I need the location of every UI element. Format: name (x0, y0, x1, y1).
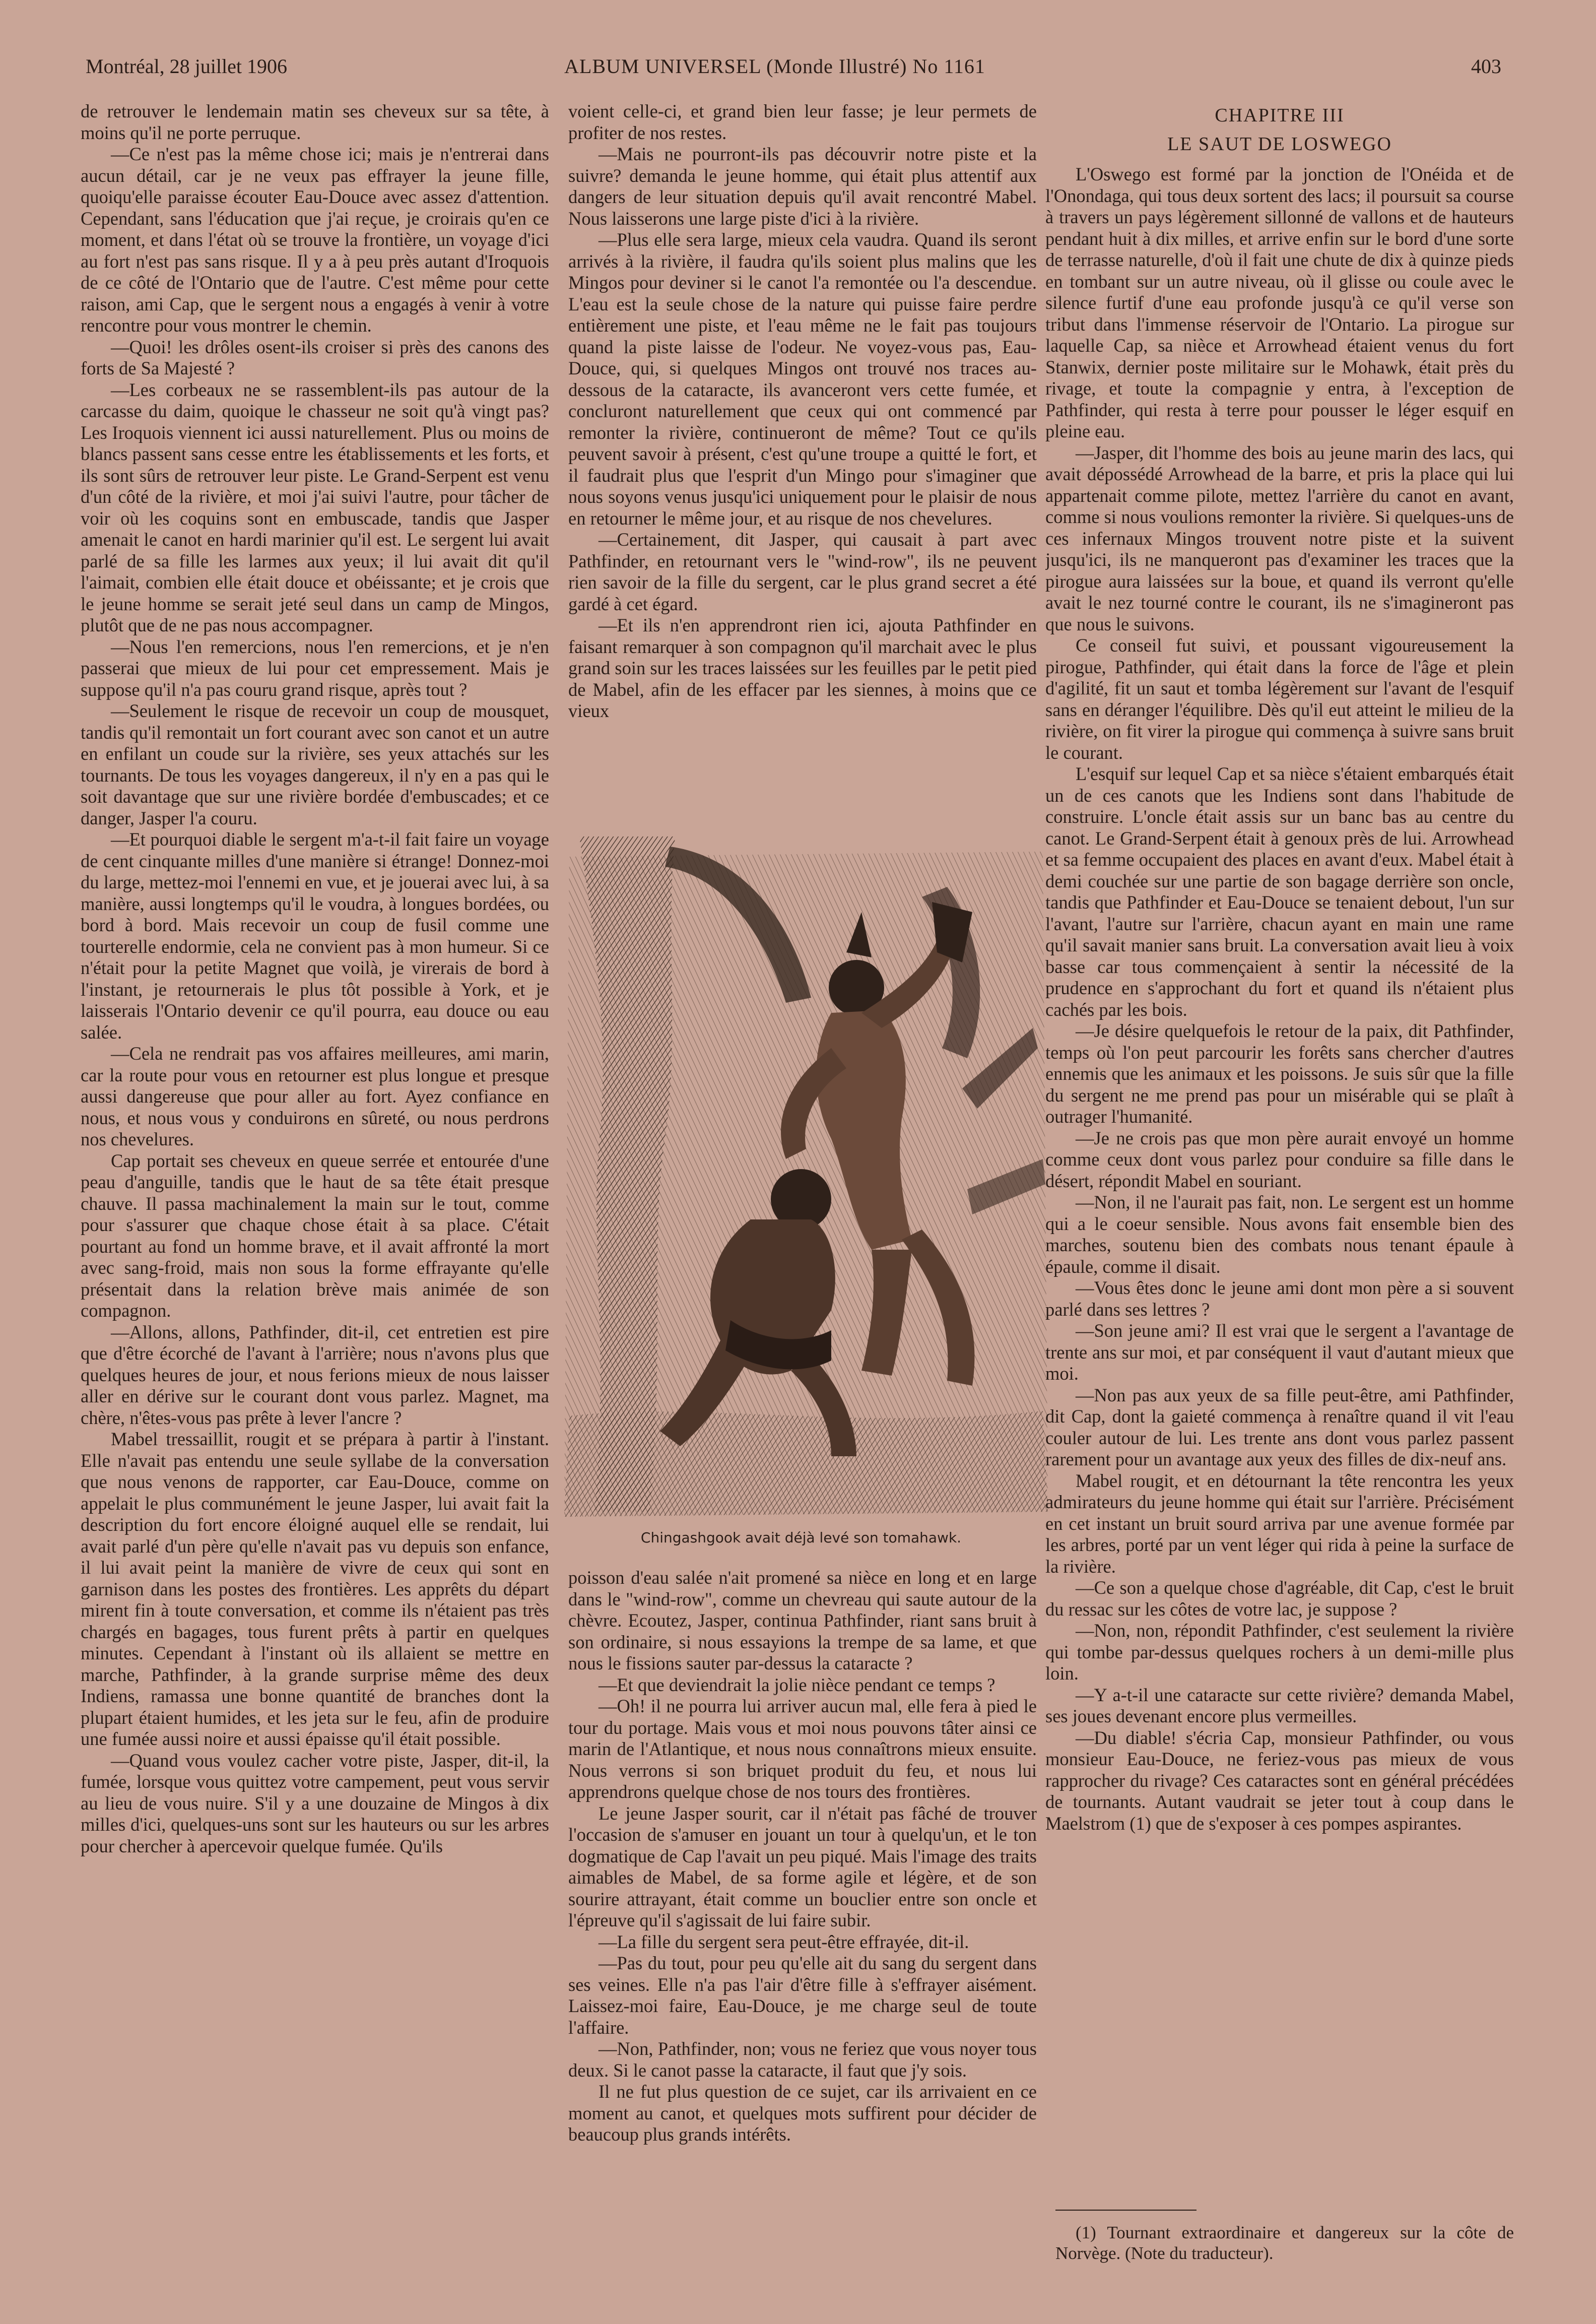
paragraph: —Seulement le risque de recevoir un coup de mousquet, tandis qu'il remontait un fort courant avec son canot et un autre en enfilant un coude sur la rivière, ses yeux attachés sur les tournants. De tous les voyages dangereux, il n'y en a pas qui le soit davantage que sur une rivière bordée d'embuscades; et ce danger, Jasper l'a couru. (81, 700, 549, 828)
paragraph: —Allons, allons, Pathfinder, dit-il, cet entretien est pire que d'être écorché de l'avant à l'arrière; nous n'avons plus que quelques heures de jour, et nous ferions mieux de nous laisser aller en dérive sur le courant dont vous parlez. Magnet, ma chère, n'êtes-vous pas prête à lever l'ancre ? (81, 1321, 549, 1428)
paragraph: —Jasper, dit l'homme des bois au jeune marin des lacs, qui avait dépossédé Arrowhead de la barre, et pris la place qui lui appartenait comme pilote, mettez l'arrière du canot en avant, comme si nous voulions remonter la rivière. Si quelques-uns de ces infernaux Mingos trouvent notre piste et la suivent jusqu'ici, ils ne manqueront pas d'examiner les traces que la pirogue aura laissées sur la boue, et quand ils verront qu'elle avait le nez tourné contre le courant, ils ne s'imagineront pas que nous le suivons. (1045, 442, 1514, 634)
chapter-title: LE SAUT DE LOSWEGO (1167, 133, 1392, 155)
column-3 (1045, 101, 1514, 2197)
footnote (1055, 2222, 1514, 2264)
paragraph: —Ce n'est pas la même chose ici; mais je n'entrerai dans aucun détail, car je ne veux pas effrayer la jeune fille, quoiqu'elle paraisse écouter Eau-Douce avec assez d'attention. Cependant, sans l'éducation que j'ai reçue, je croirais qu'en ce moment, et dans l'état où se trouve la frontière, un voyage d'ici au fort n'est pas sans risque. Il y a à peu près autant d'Iroquois de ce côté de l'Ontario que de l'autre. C'est même pour cette raison, ami Cap, que le sergent nous a engagés à venir à votre rencontre pour vous montrer le chemin. (81, 144, 549, 336)
column-2-top (568, 101, 1037, 804)
paragraph: Cap portait ses cheveux en queue serrée et entourée d'une peau d'anguille, tandis que le haut de sa tête était presque chauve. Il passa machinalement la main sur le tout, comme pour s'assurer que chaque chose était à sa place. C'était pourtant au fond un homme brave, et il avait affronté la mort avec sang-froid, mais non sous la forme effrayante qu'elle présentait dans la relation brève mais animée de son compagnon. (81, 1150, 549, 1321)
paragraph: de retrouver le lendemain matin ses cheveux sur sa tête, à moins qu'il ne porte perruque. (81, 101, 549, 143)
paragraph: —Non, il ne l'aurait pas fait, non. Le sergent est un homme qui a le coeur sensible. Nous avons fait ensemble bien des marches, soutenu bien des combats nous tenant épaule à épaule, comme il disait. (1045, 1192, 1514, 1277)
page-header (86, 54, 1501, 85)
header-publication: ALBUM UNIVERSEL (Monde Illustré) No 1161 (564, 55, 985, 78)
paragraph: —Les corbeaux ne se rassemblent-ils pas autour de la carcasse du daim, quoique le chasseur ne soit qu'à vingt pas? Les Iroquois viennent ici aussi naturellement. Plus ou moins de blancs passent sans cesse entre les établissements et les forts, et ils sont sûrs de retrouver leur piste. Le Grand-Serpent est venu d'un côté de la rivière, et moi j'ai suivi l'autre, pour tâcher de voir où les coquins sont en embuscade, tandis que Jasper amenait le canot en hardi marinier qu'il est. Le sergent lui avait parlé de sa fille les larmes aux yeux; il lui avait dit qu'il l'aimait, combien elle était douce et obéissante; et je crois que le jeune homme se serait jeté seul dans un camp de Mingos, plutôt que de ne pas nous accompagner. (81, 379, 549, 635)
footnote-rule (1055, 2210, 1196, 2211)
column-2-bottom (568, 1567, 1037, 2288)
illustration-caption: Chingashgook avait déjà levé son tomahawk. (640, 1529, 962, 1546)
paragraph: —Et que deviendrait la jolie nièce pendant ce temps ? (598, 1674, 995, 1695)
paragraph: L'Oswego est formé par la jonction de l'Onéida et de l'Onondaga, qui tous deux sortent des lacs; il poursuit sa course à travers un pays légèrement sillonné de vallons et de hauteurs pendant huit à dix milles, et arrive enfin sur le bord d'une sorte de terrasse naturelle, d'où il fait une chute de dix à quinze pieds en tombant sur un autre niveau, où il glisse ou coule avec le silence furtif d'une eau profonde jusqu'à ce qu'il verse son tribut dans l'immense réservoir de l'Ontario. La pirogue sur laquelle Cap, sa nièce et Arrowhead étaient venus du fort Stanwix, dernier poste militaire sur le Mohawk, était près du rivage, et toute la compagnie y entra, à l'exception de Pathfinder, qui resta à terre pour pousser le léger esquif en pleine eau. (1045, 164, 1514, 441)
paragraph: —Nous l'en remercions, nous l'en remercions, et je n'en passerai que mieux de lui pour cet empressement. Mais je suppose qu'il n'a pas couru grand risque, après tout ? (81, 636, 549, 700)
paragraph: —Y a-t-il une cataracte sur cette rivière? demanda Mabel, ses joues devenant encore plus vermeilles. (1045, 1684, 1514, 1726)
paragraph: —La fille du sergent sera peut-être effrayée, dit-il. (598, 1931, 969, 1952)
paragraph: —Et pourquoi diable le sergent m'a-t-il fait faire un voyage de cent cinquante milles d'une manière si étrange! Donnez-moi du large, mettez-moi l'ennemi en vue, et je jouerai avec lui, à sa manière, aussi longtemps qu'il le voudra, à longues bordées, ou bord à bord. Mais recevoir un coup de fusil comme une tourterelle endormie, cela ne convient pas à mon humeur. Si ce n'était pour la petite Magnet que voilà, je virerais de bord à l'instant, je retournerais le plus tôt possible à York, et je laisserais l'Ontario devenir ce qu'il pourra, eau douce ou eau salée. (81, 829, 549, 1043)
paragraph: Mabel tressaillit, rougit et se prépara à partir à l'instant. Elle n'avait pas entendu une seule syllabe de la conversation que nous venons de rapporter, car Eau-Douce, comme on appelait le plus communément le jeune Jasper, lui avait fait la description du fort encore éloigné auquel elle se rendait, lui avait parlé d'un père qu'elle n'avait pas vu depuis son enfance, il lui avait peint la manière de vivre de ceux qui sont en garnison dans les postes des frontières. Les apprêts du départ mirent fin à toute conversation, et comme ils n'étaient pas très chargés en bagages, tous furent prêts à partir en quelques minutes. Cependant à l'instant où ils allaient se mettre en marche, Pathfinder, à la grande surprise même des deux Indiens, ramassa une bonne quantité de branches dont la plupart étaient humides, et les jeta sur le feu, afin de produire une fumée aussi noire et aussi épaisse qu'il était possible. (81, 1429, 549, 1749)
paragraph: —Plus elle sera large, mieux cela vaudra. Quand ils seront arrivés à la rivière, il faudra qu'ils soient plus malins que les Mingos pour deviner si le canot l'a remontée ou l'a descendue. L'eau est la seule chose de la nature qui puisse faire perdre entièrement une piste, et l'eau même ne le fait pas toujours quand la piste laisse de l'odeur. Ne voyez-vous pas, Eau-Douce, qui, si quelques Mingos ont trouvé nos traces au-dessous de la cataracte, ils avanceront vers cette fumée, et concluront naturellement que ceux qui ont commencé par remonter la rivière, continueront de même? Tout ce qu'ils peuvent savoir à présent, c'est qu'une troupe a quitté le fort, et il faudrait plus que l'esprit d'un Mingo pour s'imaginer que nous soyons venus jusqu'ici uniquement pour le plaisir de nous en retourner le même jour, et au risque de nos chevelures. (568, 229, 1037, 529)
paragraph: —Je désire quelquefois le retour de la paix, dit Pathfinder, temps où l'on peut parcourir les forêts sans chercher d'autres ennemis que les animaux et les poissons. Je suis sûr que la fille du sergent ne me prend pas pour un misérable qui se plaît à outrager l'humanité. (1045, 1020, 1514, 1127)
paragraph: poisson d'eau salée n'ait promené sa nièce en long et en large dans le "wind-row", comme un chevreau qui saute autour de la chèvre. Ecoutez, Jasper, continua Pathfinder, riant sans bruit à son ordinaire, si nous essayions la trempe de sa lame, et que nous le fissions sauter par-dessus la cataracte ? (568, 1567, 1037, 1673)
paragraph: —Non pas aux yeux de sa fille peut-être, ami Pathfinder, dit Cap, dont la gaieté commença à renaître quand il vit l'eau couler autour de lui. Les trente ans dont vous parlez passent rarement pour un avantage aux yeux des filles de dix-neuf ans. (1045, 1384, 1514, 1469)
woodcut-illustration (549, 836, 1053, 1522)
paragraph: voient celle-ci, et grand bien leur fasse; je leur permets de profiter de nos restes. (568, 101, 1037, 143)
paragraph: —Cela ne rendrait pas vos affaires meilleures, ami marin, car la route pour vous en retourner est plus longue et presque aussi dangereuse que pour aller au fort. Ayez confiance en nous, et nous vous y conduirons en sûreté, ou nous perdrons nos chevelures. (81, 1043, 549, 1149)
paragraph: —Vous êtes donc le jeune ami dont mon père a si souvent parlé dans ses lettres ? (1045, 1277, 1514, 1320)
paragraph: —Ce son a quelque chose d'agréable, dit Cap, c'est le bruit du ressac sur les côtes de votre lac, je suppose ? (1045, 1577, 1514, 1620)
paragraph: —Certainement, dit Jasper, qui causait à part avec Pathfinder, en retournant vers le "wind-row", ils ne peuvent rien savoir de la fille du sergent, car le plus grand secret a été gardé à cet égard. (568, 529, 1037, 614)
paragraph: Le jeune Jasper sourit, car il n'était pas fâché de trouver l'occasion de s'amuser en jouant un tour à quelqu'un, et le ton dogmatique de Cap l'avait un peu piqué. Mais l'image des traits aimables de Mabel, de sa forme agile et légère, et de son sourire attrayant, était comme un bouclier entre son oncle et l'épreuve qu'il s'agissait de lui faire subir. (568, 1802, 1037, 1930)
paragraph: Ce conseil fut suivi, et poussant vigoureusement la pirogue, Pathfinder, qui était dans la force de l'âge et plein d'agilité, fit un saut et tomba légèrement sur l'avant de l'esquif sans en déranger l'équilibre. Dès qu'il eut atteint le milieu de la rivière, on fit virer la pirogue qui commença à suivre sans bruit le courant. (1045, 635, 1514, 763)
paragraph: —Mais ne pourront-ils pas découvrir notre piste et la suivre? demanda le jeune homme, qui était plus attentif aux dangers de leur situation depuis qu'il avait rencontré Mabel. Nous laisserons une large piste d'ici à la rivière. (568, 144, 1037, 229)
header-date: Montréal, 28 juillet 1906 (86, 55, 287, 78)
paragraph: Il ne fut plus question de ce sujet, car ils arrivaient en ce moment au canot, et quelques mots suffirent pour décider de beaucoup plus grands intérêts. (568, 2081, 1037, 2145)
paragraph: —Et ils n'en apprendront rien ici, ajouta Pathfinder en faisant remarquer à son compagnon qu'il marchait avec le plus grand soin sur les traces laissées sur les feuilles par le petit pied de Mabel, afin de les effacer par les siennes, à moins que ce vieux (568, 615, 1037, 721)
footnote-text: (1) Tournant extraordinaire et dangereux sur la côte de Norvège. (Note du traducteur). (1055, 2223, 1514, 2263)
paragraph: —Je ne crois pas que mon père aurait envoyé un homme comme ceux dont vous parlez pour conduire sa fille dans le désert, répondit Mabel en souriant. (1045, 1127, 1514, 1191)
column-1 (81, 101, 549, 2288)
paragraph: L'esquif sur lequel Cap et sa nièce s'étaient embarqués était un de ces canots que les Indiens sont dans l'habitude de construire. L'oncle était assis sur un banc bas au centre du canot. Le Grand-Serpent était à genoux près de lui. Arrowhead et sa femme occupaient des places en avant d'eux. Mabel était à demi couchée sur une partie de son bagage derrière son oncle, tandis que Pathfinder et Eau-Douce se tenaient debout, l'un sur l'avant, l'autre sur l'arrière, chacun ayant en main une rame qu'il savait manier sans bruit. La conversation avait lieu à voix basse car tous commençaient à sentir la nécessité de la prudence en s'approchant du fort et quand ils n'étaient plus cachés par les bois. (1045, 763, 1514, 1020)
paragraph: —Non, Pathfinder, non; vous ne feriez que vous noyer tous deux. Si le canot passe la cataracte, il faut que j'y sois. (568, 2038, 1037, 2081)
chapter-heading: CHAPITRE III (1215, 105, 1345, 126)
paragraph: —Non, non, répondit Pathfinder, c'est seulement la rivière qui tombe par-dessus quelques rochers à un demi-mille plus loin. (1045, 1620, 1514, 1684)
paragraph: Mabel rougit, et en détournant la tête rencontra les yeux admirateurs du jeune homme qui était sur l'arrière. Précisément en cet instant un bruit sourd arriva par une avenue formée par les arbres, porté par un vent léger qui rida à peine la surface de la rivière. (1045, 1470, 1514, 1577)
paragraph: —Oh! il ne pourra lui arriver aucun mal, elle fera à pied le tour du portage. Mais vous et moi nous pouvons tâter ainsi ce marin de l'Atlantique, et nous nous connaîtrons mieux ensuite. Nous verrons si son briquet produit du feu, et nous lui apprendrons quelque chose de nos tours des frontières. (568, 1696, 1037, 1802)
illustration (549, 836, 1053, 1552)
page-number: 403 (1471, 55, 1501, 78)
paragraph: —Quoi! les drôles osent-ils croiser si près des canons des forts de Sa Majesté ? (81, 336, 549, 378)
paragraph: —Quand vous voulez cacher votre piste, Jasper, dit-il, la fumée, lorsque vous quittez votre campement, peut vous servir au lieu de vous nuire. S'il y a une douzaine de Mingos à dix milles d'ici, quelques-uns sont sur les hauteurs ou sur les arbres pour chercher à apercevoir quelque fumée. Qu'ils (81, 1750, 549, 1856)
paragraph: —Son jeune ami? Il est vrai que le sergent a l'avantage de trente ans sur moi, et par conséquent il vaut d'autant mieux que moi. (1045, 1320, 1514, 1384)
paragraph: —Du diable! s'écria Cap, monsieur Pathfinder, ou vous monsieur Eau-Douce, ne feriez-vous pas mieux de vous rapprocher du rivage? Ces cataractes sont en général précédées de tournants. Autant vaudrait se jeter tout à coup dans le Maelstrom (1) que de s'exposer à ces pompes aspirantes. (1045, 1727, 1514, 1834)
paragraph: —Pas du tout, pour peu qu'elle ait du sang du sergent dans ses veines. Elle n'a pas l'air d'être fille à s'effrayer aisément. Laissez-moi faire, Eau-Douce, je me charge seul de toute l'affaire. (568, 1953, 1037, 2038)
